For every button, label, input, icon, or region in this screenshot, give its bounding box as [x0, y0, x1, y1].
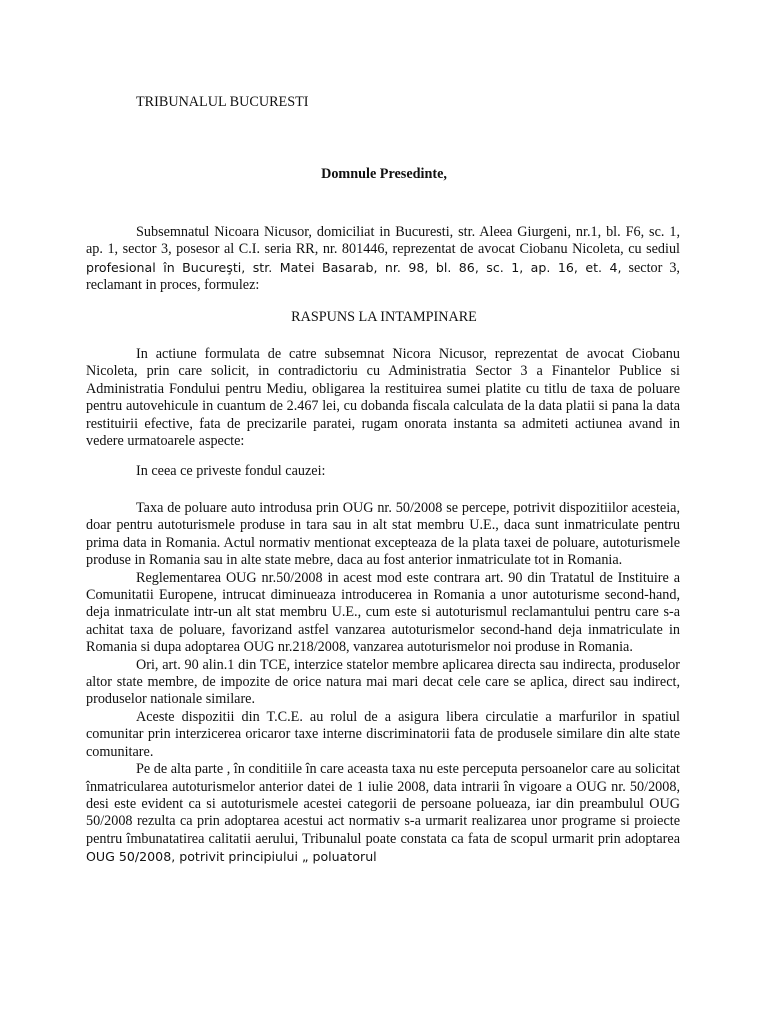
argument-paragraph: Aceste dispozitii din T.C.E. au rolul de a asigura libera circulatie a marfurilor in spatiul comunitar prin interzicerea oricaror taxe interne discriminatorii fata de produsele similare din alte state comunitare. — [86, 708, 680, 760]
intro-paragraph — [86, 224, 680, 295]
document-title: RASPUNS LA INTAMPINARE — [291, 309, 477, 325]
argument-section — [86, 500, 680, 867]
last-paragraph-text: Pe de alta parte , în conditiile în care aceasta taxa nu este perceputa persoanelor care au solicitat înmatricularea autoturismelor anterior datei de 1 iulie 2008, data intrarii în vigoare a OUG nr. 50/2008, desi este evident ca si autoturismele acestei categorii de persoane polueaza, iar din preambulul OUG 50/2008 rezulta ca prin adoptarea acestui act normativ s-a urmarit realizarea unor programe si proiecte pentru îmbunatatirea calitatii aerului, Tribunalul poate constata ca fata de scopul urmarit prin adoptarea — [86, 761, 680, 847]
argument-paragraph-last — [86, 761, 680, 866]
intro-text: Subsemnatul Nicoara Nicusor, domiciliat in Bucuresti, str. Aleea Giurgeni, nr.1, bl. F6, sc. 1, ap. 1, sector 3, posesor al C.I. seria RR, nr. 801446, reprezentat de avocat Ciobanu Nicoleta, cu sediul — [86, 224, 680, 258]
section-heading: In ceea ce priveste fondul cauzei: — [136, 463, 326, 479]
argument-paragraph: Taxa de poluare auto introdusa prin OUG nr. 50/2008 se percepe, potrivit dispozitiilor acesteia, doar pentru autoturismele produse in tara sau in alt stat membru U.E., daca sunt inmatriculate pentru prima data in Romania. Actul normativ mentionat excepteaza de la plata taxei de poluare, autoturismele produse in Romania sau in alte state mebre, daca au fost anterior inmatriculate tot in Romania. — [86, 500, 680, 569]
argument-paragraph: Ori, art. 90 alin.1 din TCE, interzice statelor membre aplicarea directa sau indirecta, produselor altor state membre, de impozite de orice natura mai mari decat cele care se aplica, direct sau indirect, produselor nationale similare. — [86, 656, 680, 708]
court-name: TRIBUNALUL BUCURESTI — [136, 94, 309, 110]
salutation: Domnule Presedinte, — [321, 166, 447, 182]
last-paragraph-alt-text: OUG 50/2008, potrivit principiului „ poluatorul — [86, 849, 377, 865]
argument-paragraph: Reglementarea OUG nr.50/2008 in acest mod este contrara art. 90 din Tratatul de Instituire a Comunitatii Europene, intrucat diminueaza introducerea in Romania a unor autoturisme second-hand, deja inmatriculate intr-un alt stat membru U.E., cum este si autoturismul reclamantului pentru care s-a achitat taxa de poluare, favorizand astfel vanzarea autoturismelor second-hand deja inmatriculate in Romania si dupa adoptarea OUG nr.218/2008, vanzarea autoturismelor noi produse in Romania. — [86, 569, 680, 656]
intro-address-text: profesional în Bucureşti, str. Matei Basarab, nr. 98, bl. 86, sc. 1, ap. 16, et. 4, — [86, 259, 622, 275]
intro-end-text: sector 3, reclamant in proces, formulez: — [86, 259, 680, 294]
action-paragraph: In actiune formulata de catre subsemnat Nicora Nicusor, reprezentat de avocat Ciobanu Nicoleta, prin care solicit, in contradictoriu cu Administratia Sector 3 a Finantelor Publice si Administratia Fondului pentru Mediu, obligarea la restituirea sumei platite cu titlu de taxa de poluare pentru autovehicule in cuantum de 2.467 lei, cu dobanda fiscala calculata de la data platii si pana la data restituirii efective, fata de precizarile paratei, rugam onorata instanta sa admiteti actiunea avand in vedere urmatoarele aspecte: — [86, 346, 680, 450]
